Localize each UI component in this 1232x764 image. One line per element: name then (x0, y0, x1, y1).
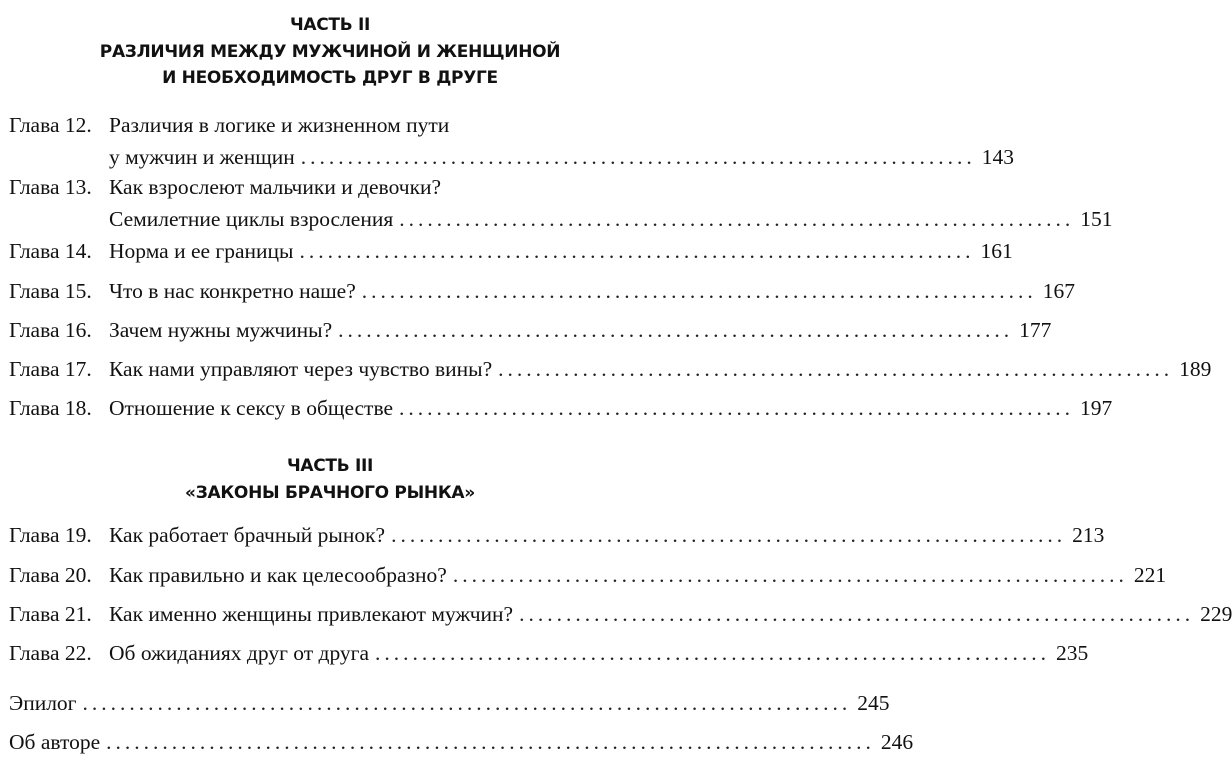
page-number: 221 (1133, 563, 1167, 587)
toc-entry-chapter-20[interactable] (9, 562, 1167, 594)
toc-entry-epilogue[interactable] (9, 690, 890, 722)
toc-entry-chapter-17[interactable] (9, 356, 1212, 388)
chapter-label: Глава 14. (9, 239, 92, 263)
toc-entry-chapter-12[interactable] (9, 112, 1015, 176)
leader-dots: ........................................................................ (519, 602, 1195, 626)
leader-dots: ........................................................................ (452, 563, 1128, 587)
leader-dots: ........................................................................ (391, 523, 1067, 547)
chapter-title: Отношение к сексу в обществе (109, 396, 394, 420)
chapter-title-line-2: у мужчин и женщин (109, 145, 295, 169)
chapter-title-line-1: Как взрослеют мальчики и девочки? (109, 175, 442, 199)
chapter-label: Глава 13. (9, 175, 92, 199)
part-3-title: «ЗАКОНЫ БРАЧНОГО РЫНКА» (185, 483, 475, 503)
page-number: 151 (1080, 207, 1113, 231)
chapter-label: Глава 12. (9, 113, 92, 137)
leader-dots: ........................................................................ (399, 396, 1075, 420)
chapter-title: Как правильно и как целесообразно? (109, 563, 447, 587)
chapter-label: Глава 18. (9, 396, 92, 420)
part-2-title-line-2: И НЕОБХОДИМОСТЬ ДРУГ В ДРУГЕ (162, 68, 498, 88)
chapter-title: Как именно женщины привлекают мужчин? (109, 602, 514, 626)
chapter-title: Об ожиданиях друг от друга (109, 641, 370, 665)
chapter-label: Глава 20. (9, 563, 92, 587)
leader-dots: ........................................................................ (399, 207, 1075, 231)
chapter-title: Что в нас конкретно наше? (109, 279, 356, 303)
page-number: 229 (1200, 602, 1232, 626)
chapter-title-line-2: Семилетние циклы взросления (109, 207, 394, 231)
toc-entry-chapter-13[interactable] (9, 174, 1113, 238)
page-number: 189 (1179, 357, 1212, 381)
chapter-label: Глава 16. (9, 318, 92, 342)
page-number: 213 (1072, 523, 1105, 547)
page-number: 143 (981, 145, 1015, 169)
part-3-label: ЧАСТЬ III (286, 456, 374, 476)
section-title: Об авторе (9, 730, 101, 754)
leader-dots: ........................................................................ (300, 145, 976, 169)
toc-entry-chapter-18[interactable] (9, 395, 1113, 427)
page-number: 167 (1042, 279, 1076, 303)
chapter-title: Как работает брачный рынок? (109, 523, 386, 547)
chapter-title: Как нами управляют через чувство вины? (109, 357, 493, 381)
section-title: Эпилог (9, 691, 77, 715)
leader-dots: .................................................................................. (106, 730, 875, 754)
leader-dots: ........................................................................ (299, 239, 975, 263)
chapter-label: Глава 17. (9, 357, 92, 381)
chapter-title: Зачем нужны мужчины? (109, 318, 333, 342)
chapter-label: Глава 21. (9, 602, 92, 626)
chapter-label: Глава 15. (9, 279, 92, 303)
toc-entry-chapter-14[interactable] (9, 238, 1013, 270)
page-number: 235 (1056, 641, 1089, 665)
toc-entry-chapter-21[interactable] (9, 601, 1232, 633)
toc-entry-chapter-15[interactable] (9, 278, 1076, 310)
chapter-title: Норма и ее границы (109, 239, 294, 263)
page-number: 177 (1019, 318, 1052, 342)
part-2-label: ЧАСТЬ II (289, 15, 371, 35)
page-number: 246 (880, 730, 914, 754)
toc-entry-chapter-16[interactable] (9, 317, 1052, 349)
toc-entry-about-author[interactable] (9, 729, 914, 761)
leader-dots: ........................................................................ (375, 641, 1051, 665)
leader-dots: ........................................................................ (361, 279, 1037, 303)
page-number: 161 (980, 239, 1013, 263)
part-2-title-line-1: РАЗЛИЧИЯ МЕЖДУ МУЖЧИНОЙ И ЖЕНЩИНОЙ (99, 42, 561, 62)
page-number: 245 (857, 691, 890, 715)
toc-entry-chapter-19[interactable] (9, 522, 1105, 554)
leader-dots: ........................................................................ (338, 318, 1014, 342)
chapter-title-line-1: Различия в логике и жизненном пути (109, 113, 450, 137)
leader-dots: ........................................................................ (498, 357, 1174, 381)
leader-dots: .................................................................................. (82, 691, 852, 715)
chapter-label: Глава 19. (9, 523, 92, 547)
page-number: 197 (1080, 396, 1113, 420)
chapter-label: Глава 22. (9, 641, 92, 665)
toc-entry-chapter-22[interactable] (9, 640, 1089, 672)
